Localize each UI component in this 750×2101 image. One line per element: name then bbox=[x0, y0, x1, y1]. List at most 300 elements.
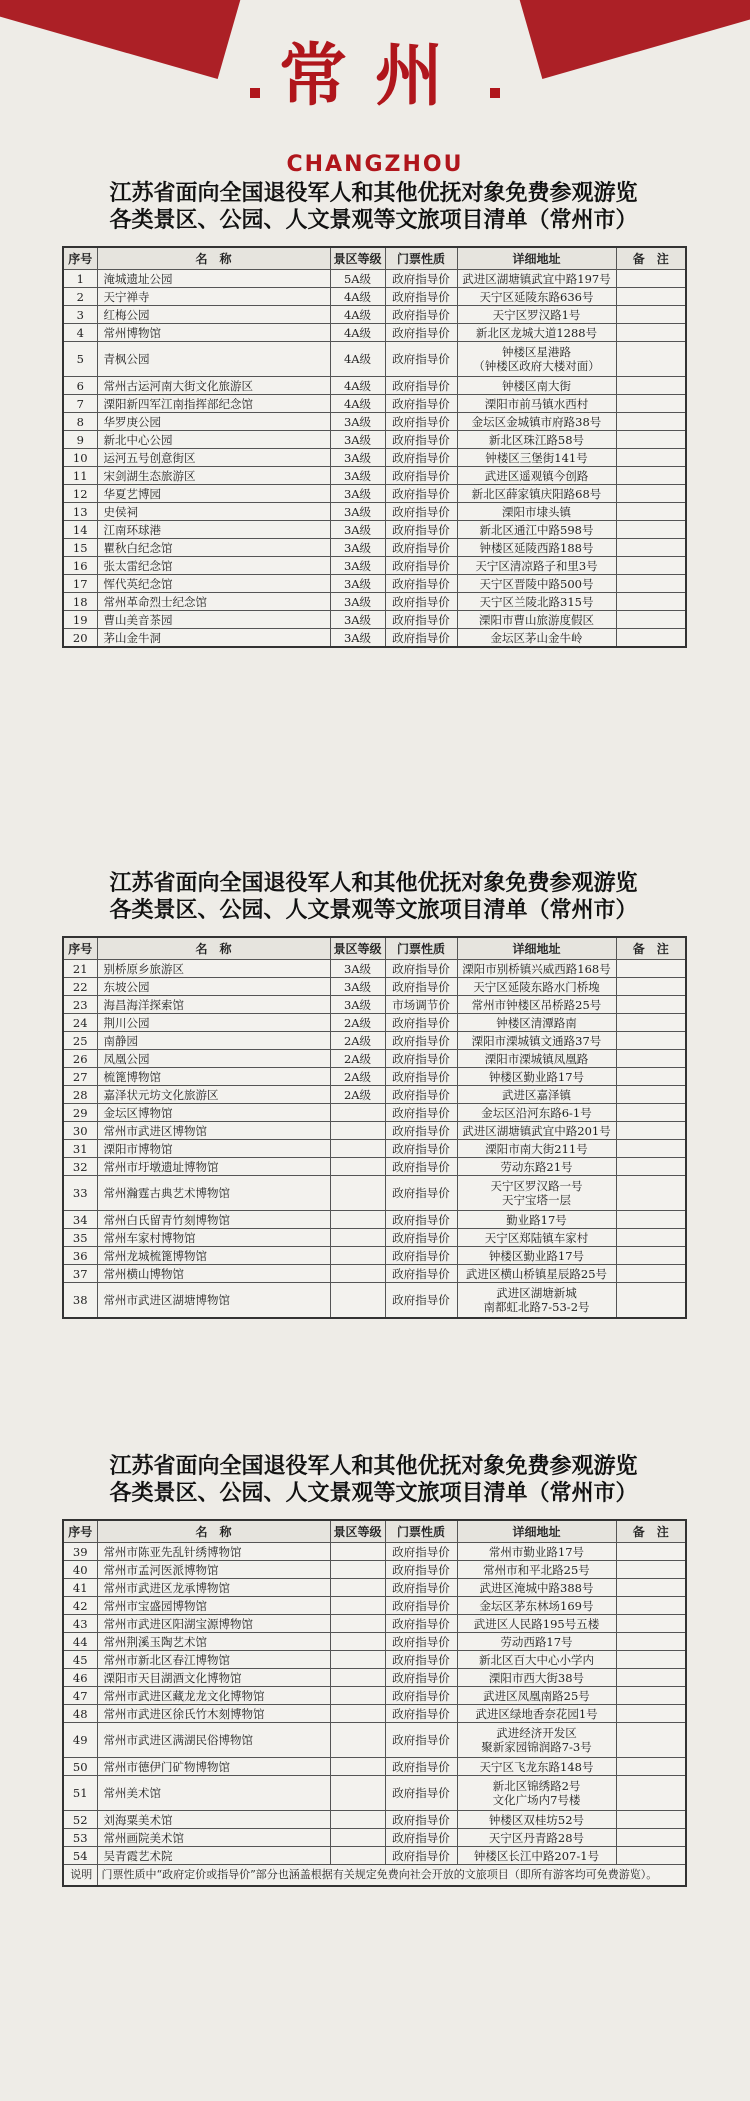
attractions-table bbox=[62, 246, 687, 648]
attraction-name: 东坡公园 bbox=[97, 978, 330, 996]
attraction-name: 刘海粟美术馆 bbox=[97, 1811, 330, 1829]
attraction-name: 江南环球港 bbox=[97, 521, 330, 539]
remark bbox=[616, 1811, 686, 1829]
column-header: 景区等级 bbox=[330, 1520, 385, 1543]
row-number: 35 bbox=[63, 1229, 97, 1247]
scenic-level bbox=[330, 1633, 385, 1651]
ticket-type: 政府指导价 bbox=[385, 1229, 457, 1247]
row-number: 21 bbox=[63, 960, 97, 978]
row-number: 19 bbox=[63, 611, 97, 629]
scenic-level bbox=[330, 1579, 385, 1597]
scenic-level: 3A级 bbox=[330, 503, 385, 521]
attraction-name: 吴青霞艺术院 bbox=[97, 1847, 330, 1865]
column-header: 名 称 bbox=[97, 937, 330, 960]
ticket-type: 政府指导价 bbox=[385, 1086, 457, 1104]
row-number: 36 bbox=[63, 1247, 97, 1265]
address: 溧阳市西大街38号 bbox=[457, 1669, 616, 1687]
column-header: 名 称 bbox=[97, 1520, 330, 1543]
row-number: 52 bbox=[63, 1811, 97, 1829]
column-header: 备 注 bbox=[616, 937, 686, 960]
remark bbox=[616, 1633, 686, 1651]
remark bbox=[616, 1158, 686, 1176]
ticket-type: 政府指导价 bbox=[385, 1597, 457, 1615]
remark bbox=[616, 377, 686, 395]
column-header: 备 注 bbox=[616, 247, 686, 270]
scenic-level: 3A级 bbox=[330, 978, 385, 996]
row-number: 26 bbox=[63, 1050, 97, 1068]
ticket-type: 政府指导价 bbox=[385, 324, 457, 342]
address: 天宁区兰陵北路315号 bbox=[457, 593, 616, 611]
attraction-name: 常州古运河南大街文化旅游区 bbox=[97, 377, 330, 395]
remark bbox=[616, 1561, 686, 1579]
scenic-level bbox=[330, 1651, 385, 1669]
remark bbox=[616, 557, 686, 575]
address: 天宁区飞龙东路148号 bbox=[457, 1758, 616, 1776]
table-row bbox=[63, 1140, 686, 1158]
address: 金坛区金城镇市府路38号 bbox=[457, 413, 616, 431]
attraction-name: 运河五号创意街区 bbox=[97, 449, 330, 467]
ticket-type: 政府指导价 bbox=[385, 1014, 457, 1032]
section-title bbox=[62, 870, 685, 924]
row-number: 45 bbox=[63, 1651, 97, 1669]
scenic-level: 3A级 bbox=[330, 431, 385, 449]
attraction-name: 常州市武进区藏龙龙文化博物馆 bbox=[97, 1687, 330, 1705]
row-number: 50 bbox=[63, 1758, 97, 1776]
remark bbox=[616, 1140, 686, 1158]
scenic-level: 3A级 bbox=[330, 960, 385, 978]
row-number: 3 bbox=[63, 306, 97, 324]
ticket-type: 市场调节价 bbox=[385, 996, 457, 1014]
remark bbox=[616, 1776, 686, 1811]
ticket-type: 政府指导价 bbox=[385, 1669, 457, 1687]
address: 金坛区茅山金牛岭 bbox=[457, 629, 616, 648]
attraction-name: 常州博物馆 bbox=[97, 324, 330, 342]
scenic-level: 4A级 bbox=[330, 324, 385, 342]
ticket-type: 政府指导价 bbox=[385, 1615, 457, 1633]
address: 武进经济开发区 聚新家园锦润路7-3号 bbox=[457, 1723, 616, 1758]
attraction-name: 凤凰公园 bbox=[97, 1050, 330, 1068]
column-header: 门票性质 bbox=[385, 247, 457, 270]
address: 新北区薛家镇庆阳路68号 bbox=[457, 485, 616, 503]
row-number: 39 bbox=[63, 1543, 97, 1561]
ticket-type: 政府指导价 bbox=[385, 431, 457, 449]
ticket-type: 政府指导价 bbox=[385, 1050, 457, 1068]
row-number: 9 bbox=[63, 431, 97, 449]
table-row bbox=[63, 1776, 686, 1811]
city-title-en: CHANGZHOU bbox=[286, 152, 464, 177]
table-row bbox=[63, 1283, 686, 1319]
remark bbox=[616, 1247, 686, 1265]
address: 武进区湖塘镇武宜中路201号 bbox=[457, 1122, 616, 1140]
attraction-name: 常州龙城梳篦博物馆 bbox=[97, 1247, 330, 1265]
column-header: 景区等级 bbox=[330, 937, 385, 960]
ticket-type: 政府指导价 bbox=[385, 270, 457, 288]
ticket-type: 政府指导价 bbox=[385, 342, 457, 377]
remark bbox=[616, 1705, 686, 1723]
address: 金坛区沿河东路6-1号 bbox=[457, 1104, 616, 1122]
column-header: 详细地址 bbox=[457, 1520, 616, 1543]
attraction-name: 南静园 bbox=[97, 1032, 330, 1050]
table-row bbox=[63, 629, 686, 648]
ticket-type: 政府指导价 bbox=[385, 1543, 457, 1561]
note-row bbox=[63, 1865, 686, 1887]
ticket-type: 政府指导价 bbox=[385, 1687, 457, 1705]
table-header-row bbox=[63, 1520, 686, 1543]
attraction-name: 别桥原乡旅游区 bbox=[97, 960, 330, 978]
remark bbox=[616, 1104, 686, 1122]
remark bbox=[616, 575, 686, 593]
scenic-level bbox=[330, 1122, 385, 1140]
table-row bbox=[63, 288, 686, 306]
remark bbox=[616, 521, 686, 539]
attraction-name: 常州市德伊门矿物博物馆 bbox=[97, 1758, 330, 1776]
scenic-level: 2A级 bbox=[330, 1086, 385, 1104]
remark bbox=[616, 1579, 686, 1597]
remark bbox=[616, 1086, 686, 1104]
row-number: 54 bbox=[63, 1847, 97, 1865]
ticket-type: 政府指导价 bbox=[385, 503, 457, 521]
address: 新北区百大中心小学内 bbox=[457, 1651, 616, 1669]
row-number: 5 bbox=[63, 342, 97, 377]
list-section-2 bbox=[62, 870, 685, 1319]
remark bbox=[616, 1229, 686, 1247]
ticket-type: 政府指导价 bbox=[385, 395, 457, 413]
attractions-table bbox=[62, 1519, 687, 1887]
section-title-line: 江苏省面向全国退役军人和其他优抚对象免费参观游览 bbox=[109, 1453, 638, 1479]
scenic-level bbox=[330, 1561, 385, 1579]
table-header-row bbox=[63, 247, 686, 270]
attraction-name: 常州市陈亚先乱针绣博物馆 bbox=[97, 1543, 330, 1561]
column-header: 门票性质 bbox=[385, 937, 457, 960]
ticket-type: 政府指导价 bbox=[385, 1633, 457, 1651]
remark bbox=[616, 1122, 686, 1140]
remark bbox=[616, 431, 686, 449]
table-row bbox=[63, 342, 686, 377]
attraction-name: 常州瀚霆古典艺术博物馆 bbox=[97, 1176, 330, 1211]
remark bbox=[616, 1283, 686, 1319]
table-row bbox=[63, 1723, 686, 1758]
ticket-type: 政府指导价 bbox=[385, 521, 457, 539]
table-row bbox=[63, 1669, 686, 1687]
scenic-level: 3A级 bbox=[330, 996, 385, 1014]
ticket-type: 政府指导价 bbox=[385, 1140, 457, 1158]
address: 金坛区茅东林场169号 bbox=[457, 1597, 616, 1615]
attraction-name: 常州车家村博物馆 bbox=[97, 1229, 330, 1247]
attraction-name: 溧阳市天目湖酒文化博物馆 bbox=[97, 1669, 330, 1687]
address: 钟楼区清潭路南 bbox=[457, 1014, 616, 1032]
scenic-level: 2A级 bbox=[330, 1032, 385, 1050]
ticket-type: 政府指导价 bbox=[385, 1579, 457, 1597]
table-row bbox=[63, 1561, 686, 1579]
scenic-level bbox=[330, 1669, 385, 1687]
attraction-name: 常州市武进区博物馆 bbox=[97, 1122, 330, 1140]
table-row bbox=[63, 1050, 686, 1068]
table-row bbox=[63, 1758, 686, 1776]
table-row bbox=[63, 395, 686, 413]
remark bbox=[616, 1068, 686, 1086]
address: 钟楼区延陵西路188号 bbox=[457, 539, 616, 557]
row-number: 14 bbox=[63, 521, 97, 539]
row-number: 40 bbox=[63, 1561, 97, 1579]
table-row bbox=[63, 960, 686, 978]
table-row bbox=[63, 413, 686, 431]
attraction-name: 溧阳市博物馆 bbox=[97, 1140, 330, 1158]
ticket-type: 政府指导价 bbox=[385, 1283, 457, 1319]
remark bbox=[616, 485, 686, 503]
table-row bbox=[63, 996, 686, 1014]
scenic-level bbox=[330, 1247, 385, 1265]
remark bbox=[616, 449, 686, 467]
row-number: 37 bbox=[63, 1265, 97, 1283]
address: 新北区龙城大道1288号 bbox=[457, 324, 616, 342]
section-title-line: 各类景区、公园、人文景观等文旅项目清单（常州市） bbox=[109, 1480, 638, 1506]
row-number: 44 bbox=[63, 1633, 97, 1651]
table-row bbox=[63, 1705, 686, 1723]
table-row bbox=[63, 449, 686, 467]
scenic-level bbox=[330, 1615, 385, 1633]
address: 溧阳市前马镇水西村 bbox=[457, 395, 616, 413]
scenic-level: 3A级 bbox=[330, 575, 385, 593]
remark bbox=[616, 1723, 686, 1758]
scenic-level bbox=[330, 1543, 385, 1561]
address: 武进区淹城中路388号 bbox=[457, 1579, 616, 1597]
ticket-type: 政府指导价 bbox=[385, 575, 457, 593]
attraction-name: 海昌海洋探索馆 bbox=[97, 996, 330, 1014]
attraction-name: 常州市孟河医派博物馆 bbox=[97, 1561, 330, 1579]
table-row bbox=[63, 1847, 686, 1865]
row-number: 51 bbox=[63, 1776, 97, 1811]
row-number: 28 bbox=[63, 1086, 97, 1104]
address: 天宁区延陵东路636号 bbox=[457, 288, 616, 306]
remark bbox=[616, 324, 686, 342]
remark bbox=[616, 539, 686, 557]
scenic-level bbox=[330, 1176, 385, 1211]
table-row bbox=[63, 1014, 686, 1032]
ticket-type: 政府指导价 bbox=[385, 1651, 457, 1669]
attraction-name: 常州荆溪玉陶艺术馆 bbox=[97, 1633, 330, 1651]
row-number: 47 bbox=[63, 1687, 97, 1705]
ticket-type: 政府指导价 bbox=[385, 960, 457, 978]
attraction-name: 华罗庚公园 bbox=[97, 413, 330, 431]
scenic-level: 3A级 bbox=[330, 557, 385, 575]
table-row bbox=[63, 1543, 686, 1561]
row-number: 43 bbox=[63, 1615, 97, 1633]
attraction-name: 天宁禅寺 bbox=[97, 288, 330, 306]
ticket-type: 政府指导价 bbox=[385, 611, 457, 629]
ticket-type: 政府指导价 bbox=[385, 1104, 457, 1122]
scenic-level: 5A级 bbox=[330, 270, 385, 288]
table-row bbox=[63, 1176, 686, 1211]
section-title-line: 各类景区、公园、人文景观等文旅项目清单（常州市） bbox=[109, 897, 638, 923]
remark bbox=[616, 629, 686, 648]
attraction-name: 张太雷纪念馆 bbox=[97, 557, 330, 575]
table-row bbox=[63, 1579, 686, 1597]
table-row bbox=[63, 1211, 686, 1229]
address: 武进区凤凰南路25号 bbox=[457, 1687, 616, 1705]
row-number: 42 bbox=[63, 1597, 97, 1615]
remark bbox=[616, 1176, 686, 1211]
attraction-name: 史侯祠 bbox=[97, 503, 330, 521]
column-header: 详细地址 bbox=[457, 247, 616, 270]
section-title bbox=[62, 1453, 685, 1507]
ticket-type: 政府指导价 bbox=[385, 288, 457, 306]
scenic-level: 3A级 bbox=[330, 629, 385, 648]
ticket-type: 政府指导价 bbox=[385, 306, 457, 324]
remark bbox=[616, 593, 686, 611]
address: 武进区人民路195号五楼 bbox=[457, 1615, 616, 1633]
scenic-level bbox=[330, 1211, 385, 1229]
scenic-level bbox=[330, 1597, 385, 1615]
table-row bbox=[63, 324, 686, 342]
attraction-name: 曹山美音茶园 bbox=[97, 611, 330, 629]
row-number: 32 bbox=[63, 1158, 97, 1176]
address: 天宁区清凉路子和里3号 bbox=[457, 557, 616, 575]
table-row bbox=[63, 1597, 686, 1615]
remark bbox=[616, 1615, 686, 1633]
section-title-line: 江苏省面向全国退役军人和其他优抚对象免费参观游览 bbox=[109, 180, 638, 206]
table-row bbox=[63, 1651, 686, 1669]
attraction-name: 常州白氏留青竹刻博物馆 bbox=[97, 1211, 330, 1229]
table-row bbox=[63, 1229, 686, 1247]
scenic-level bbox=[330, 1776, 385, 1811]
attraction-name: 常州市武进区阳湖宝源博物馆 bbox=[97, 1615, 330, 1633]
table-row bbox=[63, 1086, 686, 1104]
remark bbox=[616, 342, 686, 377]
remark bbox=[616, 1032, 686, 1050]
table-row bbox=[63, 557, 686, 575]
scenic-level bbox=[330, 1104, 385, 1122]
ticket-type: 政府指导价 bbox=[385, 978, 457, 996]
address: 溧阳市南大街211号 bbox=[457, 1140, 616, 1158]
address: 天宁区丹青路28号 bbox=[457, 1829, 616, 1847]
row-number: 13 bbox=[63, 503, 97, 521]
section-title-line: 各类景区、公园、人文景观等文旅项目清单（常州市） bbox=[109, 207, 638, 233]
address: 劳动西路17号 bbox=[457, 1633, 616, 1651]
attraction-name: 宋剑湖生态旅游区 bbox=[97, 467, 330, 485]
attraction-name: 常州画院美术馆 bbox=[97, 1829, 330, 1847]
row-number: 12 bbox=[63, 485, 97, 503]
ticket-type: 政府指导价 bbox=[385, 557, 457, 575]
table-row bbox=[63, 1811, 686, 1829]
scenic-level: 3A级 bbox=[330, 413, 385, 431]
address: 钟楼区长江中路207-1号 bbox=[457, 1847, 616, 1865]
ticket-type: 政府指导价 bbox=[385, 1176, 457, 1211]
attraction-name: 青枫公园 bbox=[97, 342, 330, 377]
table-row bbox=[63, 377, 686, 395]
table-row bbox=[63, 270, 686, 288]
attraction-name: 常州市武进区满湖民俗博物馆 bbox=[97, 1723, 330, 1758]
ticket-type: 政府指导价 bbox=[385, 1829, 457, 1847]
table-row bbox=[63, 1687, 686, 1705]
attraction-name: 新北中心公园 bbox=[97, 431, 330, 449]
scenic-level bbox=[330, 1723, 385, 1758]
scenic-level: 3A级 bbox=[330, 449, 385, 467]
row-number: 49 bbox=[63, 1723, 97, 1758]
attraction-name: 红梅公园 bbox=[97, 306, 330, 324]
ticket-type: 政府指导价 bbox=[385, 1265, 457, 1283]
remark bbox=[616, 1669, 686, 1687]
scenic-level bbox=[330, 1265, 385, 1283]
remark bbox=[616, 1687, 686, 1705]
row-number: 15 bbox=[63, 539, 97, 557]
scenic-level: 4A级 bbox=[330, 306, 385, 324]
table-row bbox=[63, 431, 686, 449]
address: 溧阳市曹山旅游度假区 bbox=[457, 611, 616, 629]
section-title-line: 江苏省面向全国退役军人和其他优抚对象免费参观游览 bbox=[109, 870, 638, 896]
scenic-level bbox=[330, 1847, 385, 1865]
table-row bbox=[63, 485, 686, 503]
remark bbox=[616, 288, 686, 306]
table-row bbox=[63, 1032, 686, 1050]
ticket-type: 政府指导价 bbox=[385, 449, 457, 467]
address: 钟楼区勤业路17号 bbox=[457, 1247, 616, 1265]
attraction-name: 淹城遗址公园 bbox=[97, 270, 330, 288]
row-number: 53 bbox=[63, 1829, 97, 1847]
table-row bbox=[63, 521, 686, 539]
city-title: 常州 bbox=[278, 37, 471, 116]
table-row bbox=[63, 1615, 686, 1633]
ticket-type: 政府指导价 bbox=[385, 467, 457, 485]
attractions-table bbox=[62, 936, 687, 1319]
remark bbox=[616, 467, 686, 485]
table-header-row bbox=[63, 937, 686, 960]
attraction-name: 荆川公园 bbox=[97, 1014, 330, 1032]
row-number: 17 bbox=[63, 575, 97, 593]
scenic-level: 3A级 bbox=[330, 521, 385, 539]
address: 劳动东路21号 bbox=[457, 1158, 616, 1176]
remark bbox=[616, 1847, 686, 1865]
scenic-level: 4A级 bbox=[330, 342, 385, 377]
address: 天宁区罗汉路1号 bbox=[457, 306, 616, 324]
address: 武进区横山桥镇星辰路25号 bbox=[457, 1265, 616, 1283]
table-row bbox=[63, 593, 686, 611]
row-number: 8 bbox=[63, 413, 97, 431]
scenic-level bbox=[330, 1705, 385, 1723]
address: 钟楼区双桂坊52号 bbox=[457, 1811, 616, 1829]
row-number: 34 bbox=[63, 1211, 97, 1229]
table-row bbox=[63, 978, 686, 996]
title-dot-left bbox=[250, 88, 260, 98]
address: 天宁区罗汉路一号 天宁宝塔一层 bbox=[457, 1176, 616, 1211]
row-number: 1 bbox=[63, 270, 97, 288]
table-row bbox=[63, 1122, 686, 1140]
remark bbox=[616, 1014, 686, 1032]
attraction-name: 瞿秋白纪念馆 bbox=[97, 539, 330, 557]
row-number: 10 bbox=[63, 449, 97, 467]
table-row bbox=[63, 1265, 686, 1283]
table-row bbox=[63, 1633, 686, 1651]
table-row bbox=[63, 467, 686, 485]
row-number: 11 bbox=[63, 467, 97, 485]
remark bbox=[616, 1543, 686, 1561]
remark bbox=[616, 1211, 686, 1229]
ticket-type: 政府指导价 bbox=[385, 1158, 457, 1176]
scenic-level: 3A级 bbox=[330, 539, 385, 557]
address: 武进区湖塘镇武宜中路197号 bbox=[457, 270, 616, 288]
attraction-name: 梳篦博物馆 bbox=[97, 1068, 330, 1086]
table-row bbox=[63, 1247, 686, 1265]
scenic-level bbox=[330, 1758, 385, 1776]
list-section-3 bbox=[62, 1453, 685, 1887]
address: 常州市钟楼区吊桥路25号 bbox=[457, 996, 616, 1014]
remark bbox=[616, 306, 686, 324]
row-number: 29 bbox=[63, 1104, 97, 1122]
scenic-level: 3A级 bbox=[330, 485, 385, 503]
row-number: 4 bbox=[63, 324, 97, 342]
attraction-name: 常州市宝盛园博物馆 bbox=[97, 1597, 330, 1615]
attraction-name: 茅山金牛洞 bbox=[97, 629, 330, 648]
scenic-level: 2A级 bbox=[330, 1014, 385, 1032]
